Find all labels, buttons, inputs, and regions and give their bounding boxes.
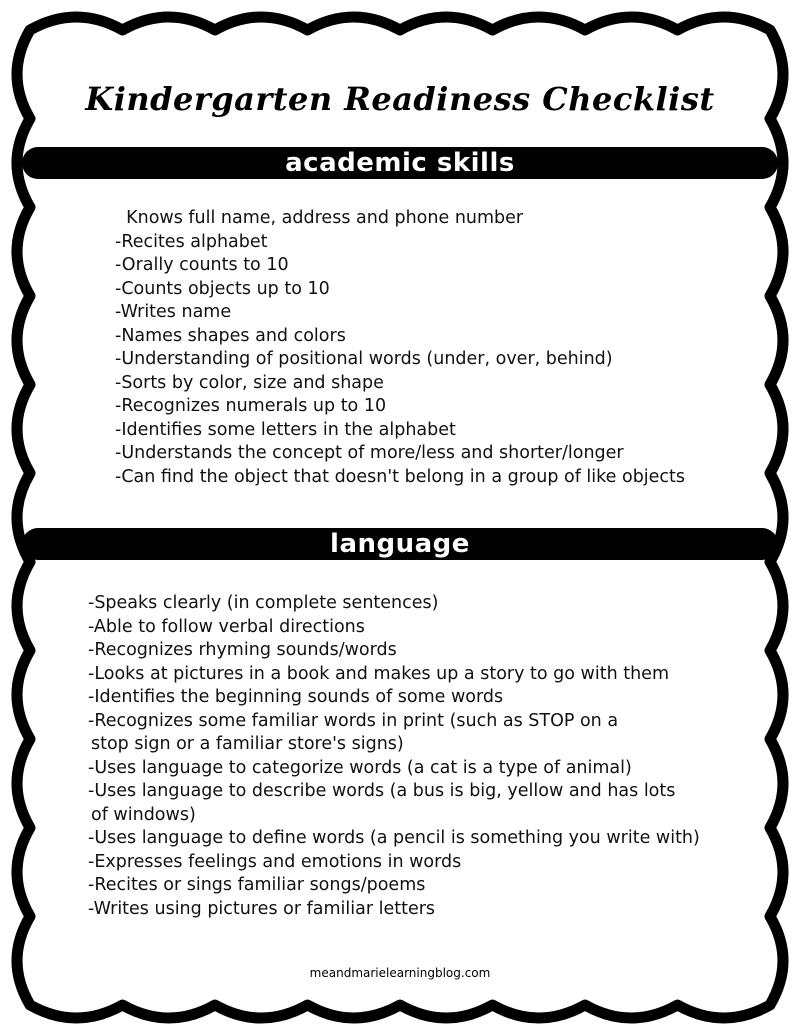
list-item-continuation: of windows) xyxy=(91,804,196,825)
list-item: -Recognizes rhyming sounds/words xyxy=(88,640,397,660)
list-item: -Understanding of positional words (under, over, behind) xyxy=(115,349,613,369)
list-item: -Uses language to categorize words (a cat is a type of animal) xyxy=(88,757,632,778)
list-item: -Identifies some letters in the alphabet xyxy=(115,419,456,440)
list-item: -Looks at pictures in a book and makes up a story to go with them xyxy=(88,663,669,684)
list-item: -Understands the concept of more/less and shorter/longer xyxy=(115,443,624,463)
list-item: -Able to follow verbal directions xyxy=(88,616,365,637)
list-item: -Uses language to define words (a pencil is something you write with) xyxy=(88,828,700,848)
language-list xyxy=(88,592,700,921)
page-title: Kindergarten Readiness Checklist xyxy=(85,80,715,118)
list-item: -Identifies the beginning sounds of some words xyxy=(88,687,504,707)
list-item: -Uses language to describe words (a bus is big, yellow and has lots xyxy=(88,781,676,801)
list-item: -Recognizes numerals up to 10 xyxy=(115,396,387,416)
list-item: -Recognizes some familiar words in print (such as STOP on a xyxy=(88,710,619,731)
list-item: -Sorts by color, size and shape xyxy=(115,372,384,393)
list-item: -Speaks clearly (in complete sentences) xyxy=(88,593,439,613)
list-item: -Counts objects up to 10 xyxy=(115,278,330,299)
list-item: -Recites or sings familiar songs/poems xyxy=(88,875,426,895)
section-heading-academic-skills: academic skills xyxy=(22,147,778,179)
list-item: -Writes using pictures or familiar letters xyxy=(88,898,436,919)
list-item: -Expresses feelings and emotions in words xyxy=(88,851,462,872)
list-item: -Writes name xyxy=(115,302,232,322)
list-item: -Can find the object that doesn't belong in a group of like objects xyxy=(115,466,686,487)
section-heading-language: language xyxy=(22,528,778,560)
list-item: Knows full name, address and phone number xyxy=(115,208,524,228)
list-item: -Recites alphabet xyxy=(115,231,268,252)
list-item: -Names shapes and colors xyxy=(115,325,346,346)
list-item: -Orally counts to 10 xyxy=(115,255,289,275)
academic-skills-list xyxy=(115,207,685,489)
footer-website: meandmarielearningblog.com xyxy=(309,966,491,980)
list-item-continuation: stop sign or a familiar store's signs) xyxy=(91,734,404,754)
